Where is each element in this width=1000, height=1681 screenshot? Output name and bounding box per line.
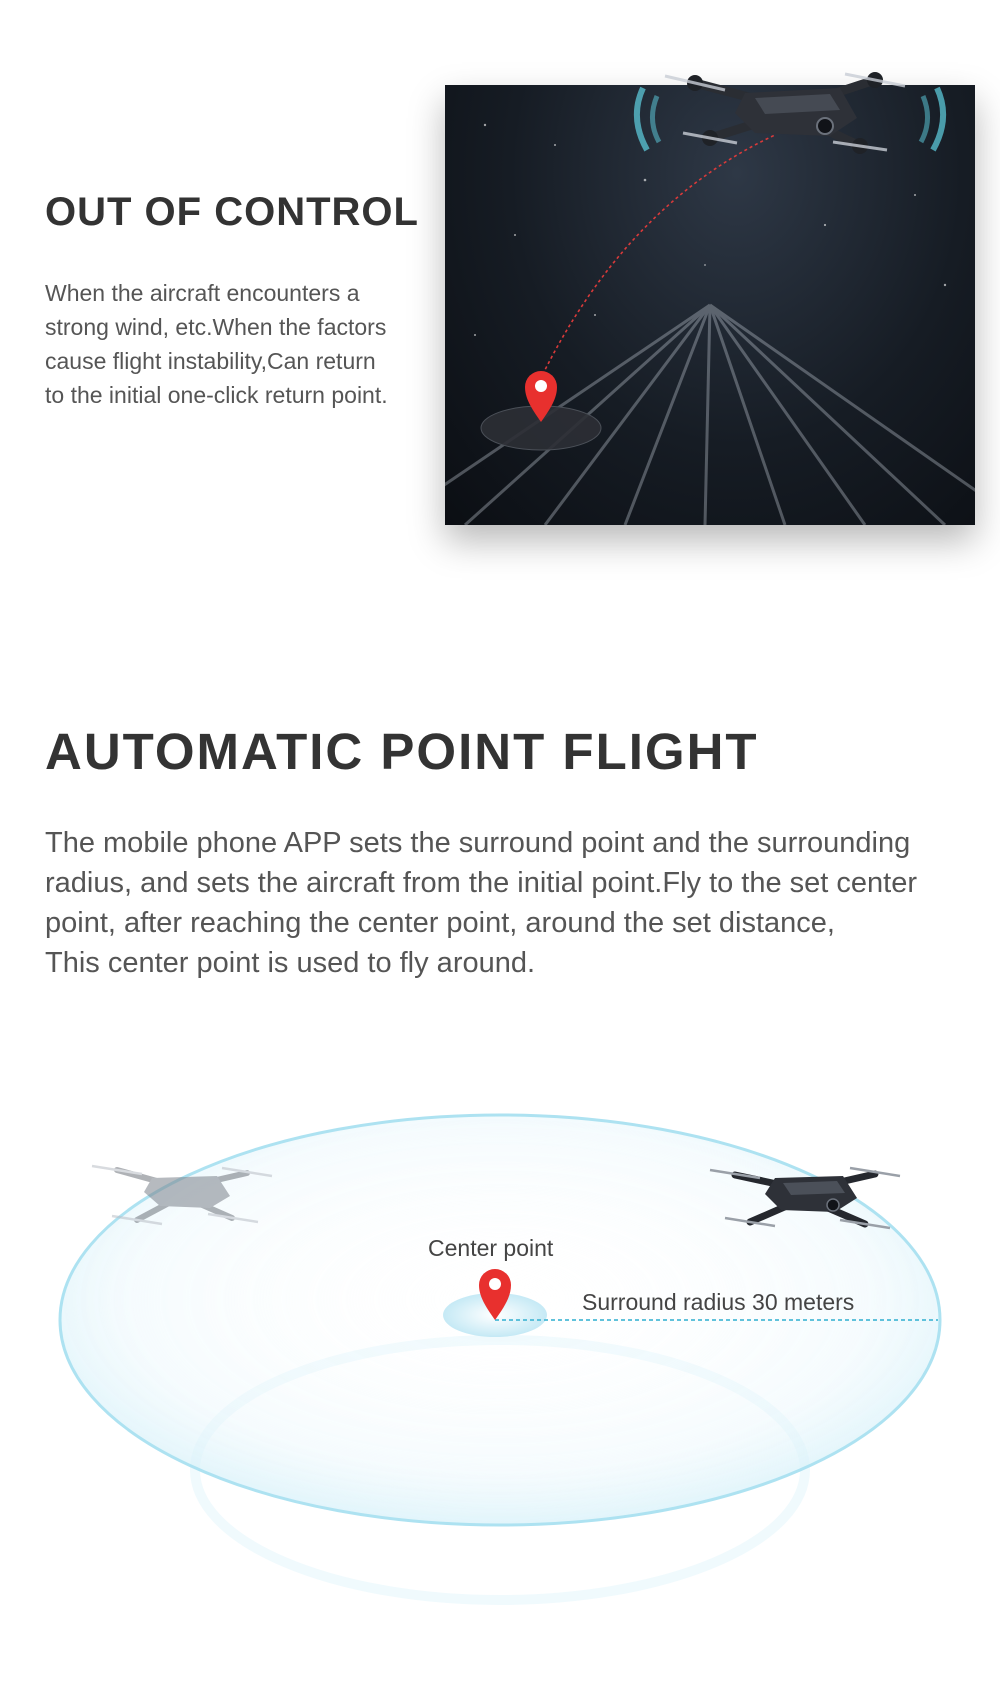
drone-icon [625, 38, 955, 163]
section-description-out-of-control [45, 276, 435, 412]
drone-icon [705, 1150, 905, 1245]
description-line: This center point is used to fly around. [45, 947, 536, 979]
description-line: point, after reaching the center point, around the set distance, [45, 907, 835, 939]
section-title-automatic-point-flight: AUTOMATIC POINT FLIGHT [45, 723, 759, 780]
center-point-label: Center point [428, 1235, 554, 1261]
description-line: radius, and sets the aircraft from the initial point.Fly to the set center [45, 867, 918, 899]
description-line: cause flight instability,Can return [45, 348, 376, 374]
drone-faded-icon [82, 1148, 282, 1243]
surround-radius-label: Surround radius 30 meters [582, 1289, 855, 1315]
description-line: When the aircraft encounters a [45, 280, 360, 306]
description-line: The mobile phone APP sets the surround point and the surrounding [45, 827, 911, 859]
description-line: to the initial one-click return point. [45, 382, 388, 408]
description-line: strong wind, etc.When the factors [45, 314, 387, 340]
section-title-out-of-control: OUT OF CONTROL [45, 190, 419, 234]
section-description-automatic-point-flight [45, 823, 985, 983]
